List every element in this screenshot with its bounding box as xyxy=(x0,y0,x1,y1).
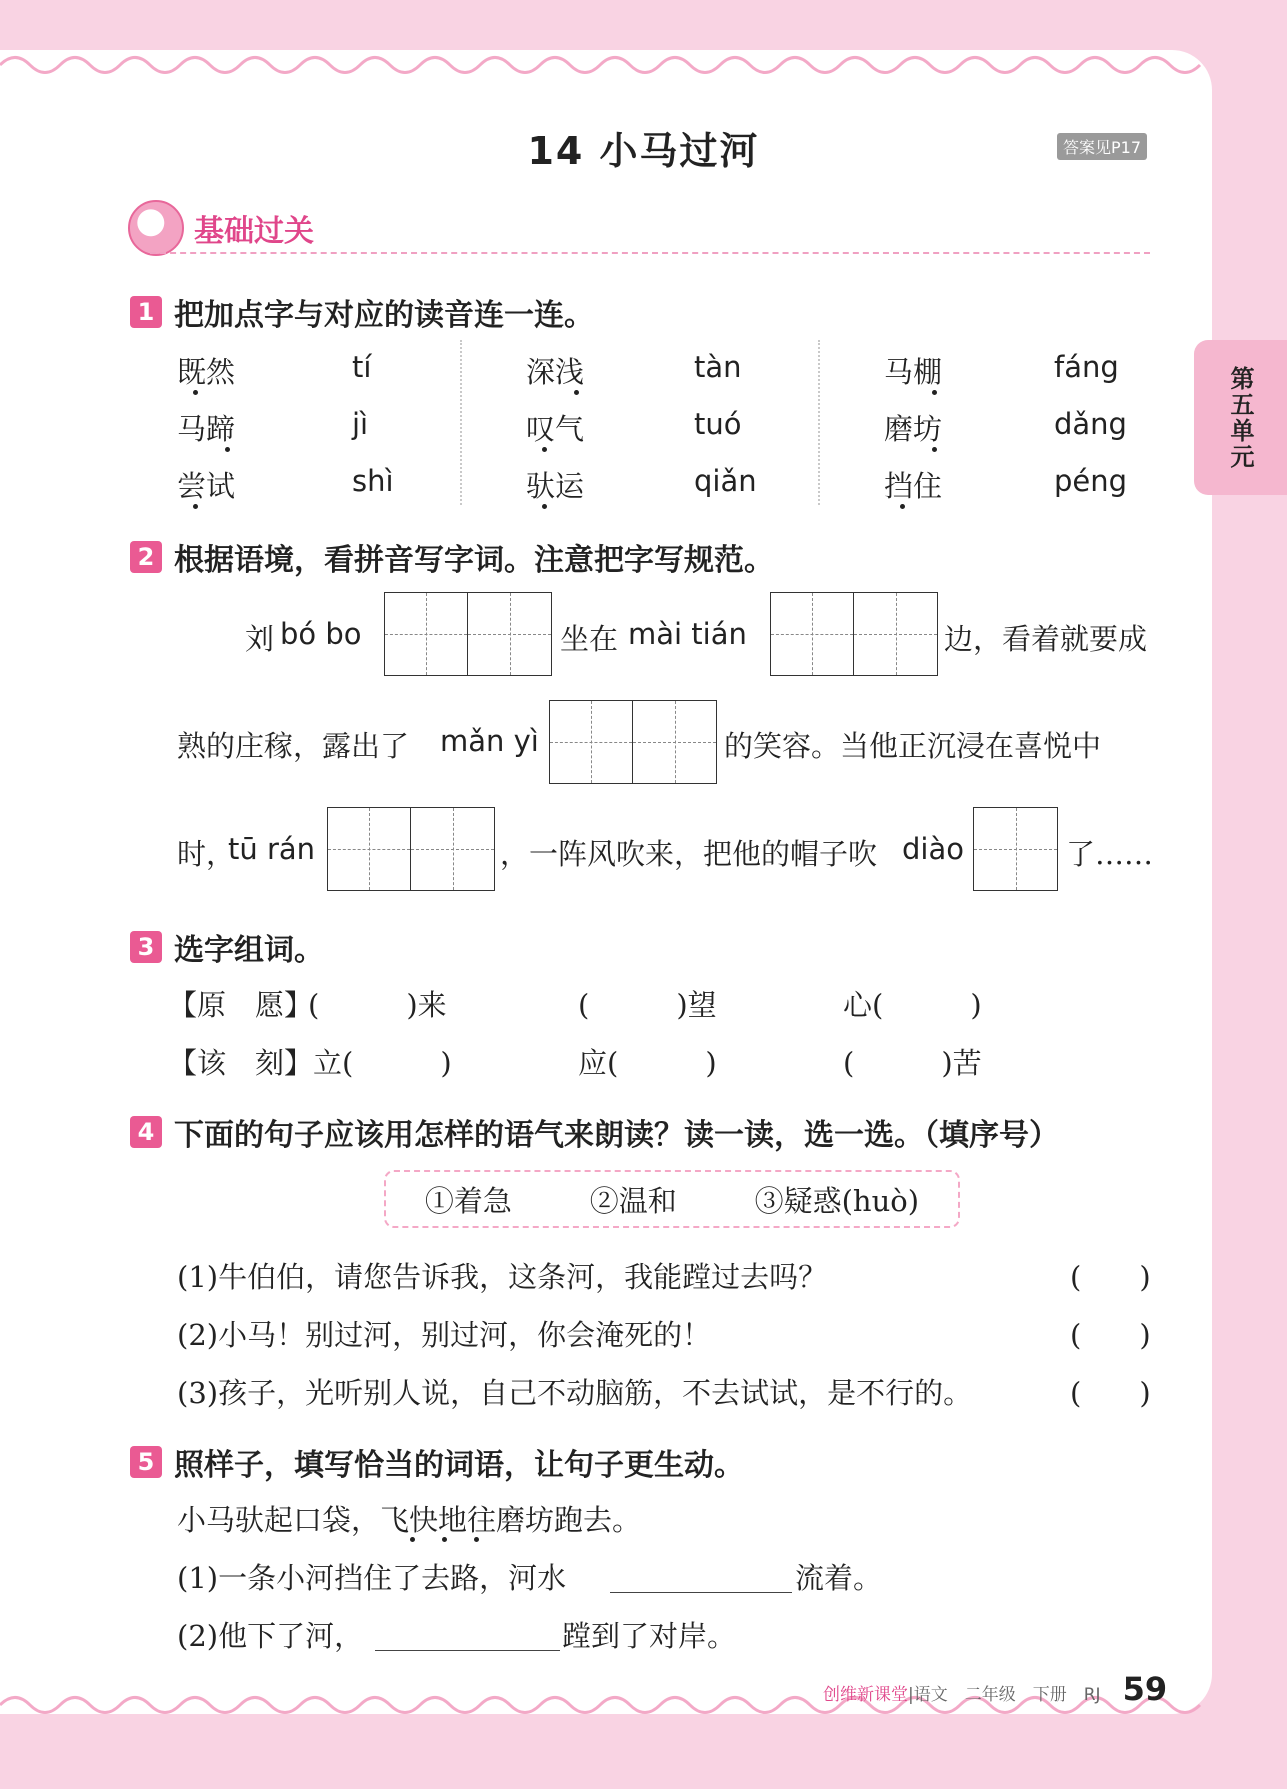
match-pinyin: tuó xyxy=(694,407,742,441)
unit-side-tab-label: 第五单元 xyxy=(1226,365,1254,470)
match-word: 驮运 xyxy=(526,469,585,503)
sentence-text: 了…… xyxy=(1066,837,1154,871)
writing-grid[interactable] xyxy=(327,807,495,891)
match-pinyin: qiǎn xyxy=(694,464,757,498)
question-text: 把加点字与对应的读音连一连。 xyxy=(174,298,594,333)
pinyin-prompt: mài tián xyxy=(628,617,747,651)
match-word: 叹气 xyxy=(526,412,585,446)
writing-grid[interactable] xyxy=(973,807,1058,891)
writing-grid[interactable] xyxy=(549,700,717,784)
match-pinyin: shì xyxy=(352,464,394,498)
emphasis-dot xyxy=(932,390,937,395)
sentence-text: ，一阵风吹来，把他的帽子吹 xyxy=(500,837,878,871)
writing-grid[interactable] xyxy=(384,592,552,676)
char-options: 【该 刻】 xyxy=(168,1046,314,1080)
emphasis-dot xyxy=(474,1537,479,1542)
emphasis-dot xyxy=(932,447,937,452)
vine-divider xyxy=(460,340,478,505)
emphasis-dot xyxy=(442,1537,447,1542)
answer-reference-badge: 答案见P17 xyxy=(1057,133,1147,160)
top-wave-border xyxy=(0,50,1212,80)
tone-option: ③疑惑(huò) xyxy=(754,1183,920,1218)
word-blank[interactable]: 立( ) xyxy=(313,1046,452,1080)
emphasis-dot xyxy=(900,504,905,509)
section-title: 基础过关 xyxy=(194,214,314,249)
sentence-text: 边，看着就要成 xyxy=(944,622,1148,656)
sentence-text: 的笑容。当他正沉浸在喜悦中 xyxy=(724,729,1102,763)
word-blank[interactable]: 应( ) xyxy=(578,1046,717,1080)
question-number: 4 xyxy=(130,1116,162,1148)
sentence-item: (2)小马！别过河，别过河，你会淹死的！ xyxy=(177,1318,712,1352)
match-word: 尝试 xyxy=(177,469,236,503)
match-word: 磨坊 xyxy=(884,412,943,446)
page-number: 59 xyxy=(1122,1670,1168,1708)
example-sentence: 小马驮起口袋，飞快地往磨坊跑去。 xyxy=(177,1503,642,1537)
emphasis-dot xyxy=(410,1537,415,1542)
match-pinyin: tí xyxy=(352,350,372,384)
question-number: 1 xyxy=(130,296,162,328)
question-text: 根据语境，看拼音写字词。注意把字写规范。 xyxy=(174,543,774,578)
fill-blank[interactable] xyxy=(375,1650,560,1651)
pinyin-prompt: diào xyxy=(902,832,964,866)
match-pinyin: jì xyxy=(352,407,369,441)
fill-blank[interactable] xyxy=(610,1592,792,1593)
emphasis-dot xyxy=(193,504,198,509)
match-pinyin: tàn xyxy=(694,350,742,384)
vine-divider xyxy=(818,340,836,505)
pinyin-prompt: tū rán xyxy=(228,832,316,866)
tone-options-box xyxy=(384,1170,960,1228)
tone-option: ①着急 xyxy=(424,1183,512,1218)
word-blank[interactable]: ( )来 xyxy=(308,988,447,1022)
emphasis-dot xyxy=(542,504,547,509)
exercise-sentence: 蹚到了对岸。 xyxy=(562,1619,737,1653)
lesson-title: 14 小马过河 xyxy=(527,129,760,173)
mascot-icon xyxy=(128,200,184,256)
emphasis-dot xyxy=(225,447,230,452)
match-word: 马蹄 xyxy=(177,412,236,446)
question-1-prompt xyxy=(130,290,594,334)
question-2-prompt xyxy=(130,535,774,579)
tone-option: ②温和 xyxy=(589,1183,677,1218)
exercise-sentence: (1)一条小河挡住了去路，河水 xyxy=(177,1561,567,1595)
question-text: 照样子，填写恰当的词语，让句子更生动。 xyxy=(174,1448,744,1483)
sentence-text: 坐在 xyxy=(560,622,619,656)
sentence-text: 刘 xyxy=(245,622,275,656)
match-pinyin: dǎng xyxy=(1054,407,1127,441)
section-divider xyxy=(150,252,1150,254)
answer-paren[interactable]: ( ) xyxy=(1070,1260,1151,1294)
word-blank[interactable]: ( )望 xyxy=(578,988,717,1022)
question-text: 下面的句子应该用怎样的语气来朗读？读一读，选一选。（填序号） xyxy=(174,1118,1059,1153)
sentence-text: 时， xyxy=(177,837,236,871)
question-text: 选字组词。 xyxy=(174,933,324,968)
answer-paren[interactable]: ( ) xyxy=(1070,1318,1151,1352)
pinyin-prompt: mǎn yì xyxy=(440,724,539,758)
match-word: 深浅 xyxy=(526,355,585,389)
writing-grid[interactable] xyxy=(770,592,938,676)
question-number: 2 xyxy=(130,541,162,573)
question-number: 3 xyxy=(130,931,162,963)
word-blank[interactable]: ( )苦 xyxy=(843,1046,982,1080)
match-pinyin: péng xyxy=(1054,464,1128,498)
char-options: 【原 愿】 xyxy=(168,988,314,1022)
footer-brand: 创维新课堂 xyxy=(823,1685,908,1705)
match-pinyin: fáng xyxy=(1054,350,1119,384)
question-number: 5 xyxy=(130,1446,162,1478)
section-header xyxy=(128,200,314,256)
question-5-prompt xyxy=(130,1440,744,1484)
sentence-text: 熟的庄稼，露出了 xyxy=(177,729,410,763)
exercise-sentence: (2)他下了河， xyxy=(177,1619,364,1653)
footer-info: |语文 二年级 下册 RJ xyxy=(908,1685,1101,1705)
pinyin-prompt: bó bo xyxy=(280,617,362,651)
exercise-sentence: 流着。 xyxy=(795,1561,883,1595)
emphasis-dot xyxy=(542,447,547,452)
unit-side-tab xyxy=(1194,340,1287,495)
question-3-prompt xyxy=(130,925,324,969)
question-4-prompt xyxy=(130,1110,1059,1154)
word-blank[interactable]: 心( ) xyxy=(843,988,982,1022)
emphasis-dot xyxy=(193,390,198,395)
page-footer xyxy=(823,1670,1167,1708)
match-word: 既然 xyxy=(177,355,236,389)
match-word: 马棚 xyxy=(884,355,943,389)
answer-paren[interactable]: ( ) xyxy=(1070,1376,1151,1410)
match-word: 挡住 xyxy=(884,469,943,503)
emphasis-dot xyxy=(574,390,579,395)
sentence-item: (3)孩子，光听别人说，自己不动脑筋，不去试试，是不行的。 xyxy=(177,1376,973,1410)
sentence-item: (1)牛伯伯，请您告诉我，这条河，我能蹚过去吗？ xyxy=(177,1260,828,1294)
